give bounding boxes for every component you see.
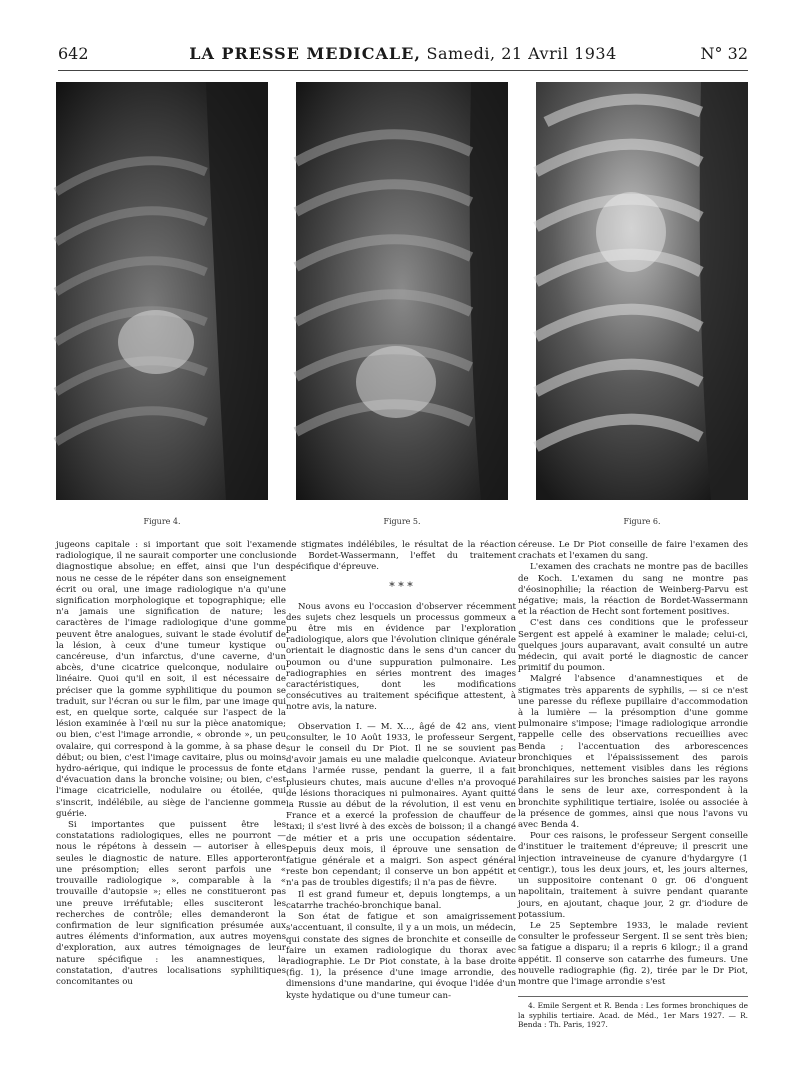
paragraph: de stigmates indélébiles, le résultat de la réaction de Bordet-Wassermann, l'effet du traitement spécifique d'épreuve. xyxy=(286,540,516,573)
footnote-text: 4. Emile Sergent et R. Benda : Les formes bronchiques de la syphilis tertiaire. Acad. de Méd., 1er Mars 1927. — R. Benda : Th. Paris, 1927. xyxy=(518,1001,748,1029)
figure-5-radiograph xyxy=(296,82,508,500)
paragraph: Il est grand fumeur et, depuis longtemps, a un catarrhe trachéo-bronchique banal. xyxy=(286,889,516,911)
paragraph: C'est dans ces conditions que le professeur Sergent est appelé à examiner le malade; celui-ci, quelques jours auparavant, avait consulté un autre médecin, qui avait porté le diagnostic de cancer primitif du poumon. xyxy=(518,618,748,674)
section-separator: * * * xyxy=(389,579,413,593)
figure-5-caption: Figure 5. xyxy=(383,517,421,526)
issue-number: N° 32 xyxy=(700,44,748,63)
paragraph: Son état de fatigue et son amaigrissement s'accentuant, il consulte, il y a un mois, un médecin, qui constate des signes de bronchite et conseille de faire un examen radiologique du thorax avec radiographie. Le Dr Piot constate, à la base droite (fig. 1), la présence d'une image arrondie, des dimensions d'une mandarine, qui évoque l'idée d'un kyste hydatique ou d'une tumeur can- xyxy=(286,912,516,1001)
journal-line xyxy=(58,44,748,63)
paragraph: Si importantes que puissent être les constatations radiologiques, elles ne pourront — nous le répétons à dessein — autoriser à elles seules le diagnostic de nature. Elles apporteront une présomption; elles seront parfois une « trouvaille radiologique », comparable à la « trouvaille d'autopsie »; elles ne constitueront pas une preuve irréfutable; elles susciteront les recherches de contrôle; elles demanderont la confirmation de leur signification présumée aux autres éléments d'information, aux autres moyens d'exploration, aux autres témoignages de leur nature spécifique : les anamnestiques, la constatation, d'autres localisations syphilitiques concomitantes ou xyxy=(56,820,286,987)
figure-6-caption: Figure 6. xyxy=(623,517,661,526)
figure-4-radiograph xyxy=(56,82,268,500)
issue-date: Samedi, 21 Avril 1934 xyxy=(426,44,617,63)
figure-4-caption: Figure 4. xyxy=(143,517,181,526)
paragraph: céreuse. Le Dr Piot conseille de faire l'examen des crachats et l'examen du sang. xyxy=(518,540,748,562)
text-column-middle xyxy=(286,540,516,1020)
footnote xyxy=(518,996,748,1029)
paragraph: Pour ces raisons, le professeur Sergent conseille d'instituer le traitement d'épreuve; il prescrit une injection intraveineuse de cyanure d'hydargyre (1 centigr.), tous les deux jours, et, les jours alternes, un suppositoire contenant 0 gr. 06 d'onguent napolitain, traitement à suivre pendant quarante jours, en ajoutant, chaque jour, 2 gr. d'iodure de potassium. xyxy=(518,831,748,920)
page-number: 642 xyxy=(58,44,89,63)
paragraph: Nous avons eu l'occasion d'observer récemment des sujets chez lesquels un processus gommeux a pu être mis en évidence par l'exploration radiologique, alors que l'évolution clinique générale orientait le diagnostic dans le sens d'un cancer du poumon ou d'une suppuration pulmonaire. Les radiographies en séries montrent des images caractéristiques, dont les modifications consécutives au traitement spécifique attestent, à notre avis, la nature. xyxy=(286,601,516,713)
radiograph-image xyxy=(536,82,748,500)
observation-paragraph: Observation I. — M. X..., âgé de 42 ans, vient consulter, le 10 Août 1933, le professeur Sergent, sur le conseil du Dr Piot. Il ne se souvient pas d'avoir jamais eu une maladie quelconque. Aviateur dans l'armée russe, pendant la guerre, il a fait plusieurs chutes, mais aucune d'elles n'a provoqué de lésions thoraciques ni pulmonaires. Ayant quitté la Russie au début de la révolution, il est venu en France et a exercé la profession de chauffeur de taxi; il s'est livré à des excès de boisson; il a changé de métier et a pris une occupation sédentaire. Depuis deux mois, il éprouve une sensation de fatigue générale et a maigri. Son aspect général reste bon cependant; il conserve un bon appétit et n'a pas de troubles digestifs; il n'a pas de fièvre. xyxy=(286,721,516,889)
radiograph-image xyxy=(296,82,508,500)
text-column-right xyxy=(518,540,748,1029)
radiograph-image xyxy=(56,82,268,500)
running-header xyxy=(58,42,748,71)
paragraph: L'examen des crachats ne montre pas de bacilles de Koch. L'examen du sang ne montre pas d'éosinophilie; la réaction de Weinberg-Parvu est négative; mais, la réaction de Bordet-Wassermann et la réaction de Hecht sont fortement positives. xyxy=(518,562,748,618)
paragraph: jugeons capitale : si important que soit l'examen radiologique, il ne saurait comporter une conclusion diagnostique absolue; en effet, ainsi que l'un de nous ne cesse de le répéter dans son enseignement écrit ou oral, une image radiologique n'a qu'une signification morphologique et topographique; elle n'a jamais une signification de nature; les caractères de l'image radiologique d'une gomme peuvent être analogues, suivant le stade évolutif de la lésion, à ceux d'une tumeur kystique ou cancéreuse, d'un infarctus, d'une caverne, d'un abcès, d'une cicatrice quelconque, nodulaire ou linéaire. Quoi qu'il en soit, il est nécessaire de préciser que la gomme syphilitique du poumon se traduit, sur l'écran ou sur le film, par une image qui est, en quelque sorte, calquée sur l'aspect de la lésion examinée à l'œil nu sur la pièce anatomique; ou bien, c'est l'image arrondie, « obronde », un peu ovalaire, qui correspond à la gomme, à sa phase de début; ou bien, c'est l'image cavitaire, plus ou moins hydro-aérique, qui indique le processus de fonte et d'évacuation dans la bronche voisine; ou bien, c'est l'image cicatricielle, nodulaire ou étoilée, qui s'inscrit, indélébile, au siège de l'ancienne gomme guérie. xyxy=(56,540,286,819)
paragraph: Le 25 Septembre 1933, le malade revient consulter le professeur Sergent. Il se sent très bien; sa fatigue a disparu; il a repris 6 kilogr.; il a grand appétit. Il conserve son catarrhe des fumeurs. Une nouvelle radiographie (fig. 2), tirée par le Dr Piot, montre que l'image arrondie s'est xyxy=(518,920,748,987)
paragraph: Malgré l'absence d'anamnestiques et de stigmates très apparents de syphilis, — si ce n'est une paresse du réflexe pupillaire d'accommodation à la lumière — la présomption d'une gomme pulmonaire s'impose; l'image radiologique arrondie rappelle celle des observations recueillies avec Benda ; l'accentuation des arborescences bronchiques et l'épaississement des parois bronchiques, nettement visibles dans les régions parahilaires sur les bronches saisies par les rayons dans le sens de leur axe, correspondent à la bronchite syphilitique tertiaire, isolée ou associée à la présence de gommes, ainsi que nous l'avons vu avec Benda 4. xyxy=(518,674,748,831)
text-column-left xyxy=(56,540,286,1020)
figure-6-radiograph xyxy=(536,82,748,500)
journal-title: LA PRESSE MEDICALE, xyxy=(189,44,421,63)
